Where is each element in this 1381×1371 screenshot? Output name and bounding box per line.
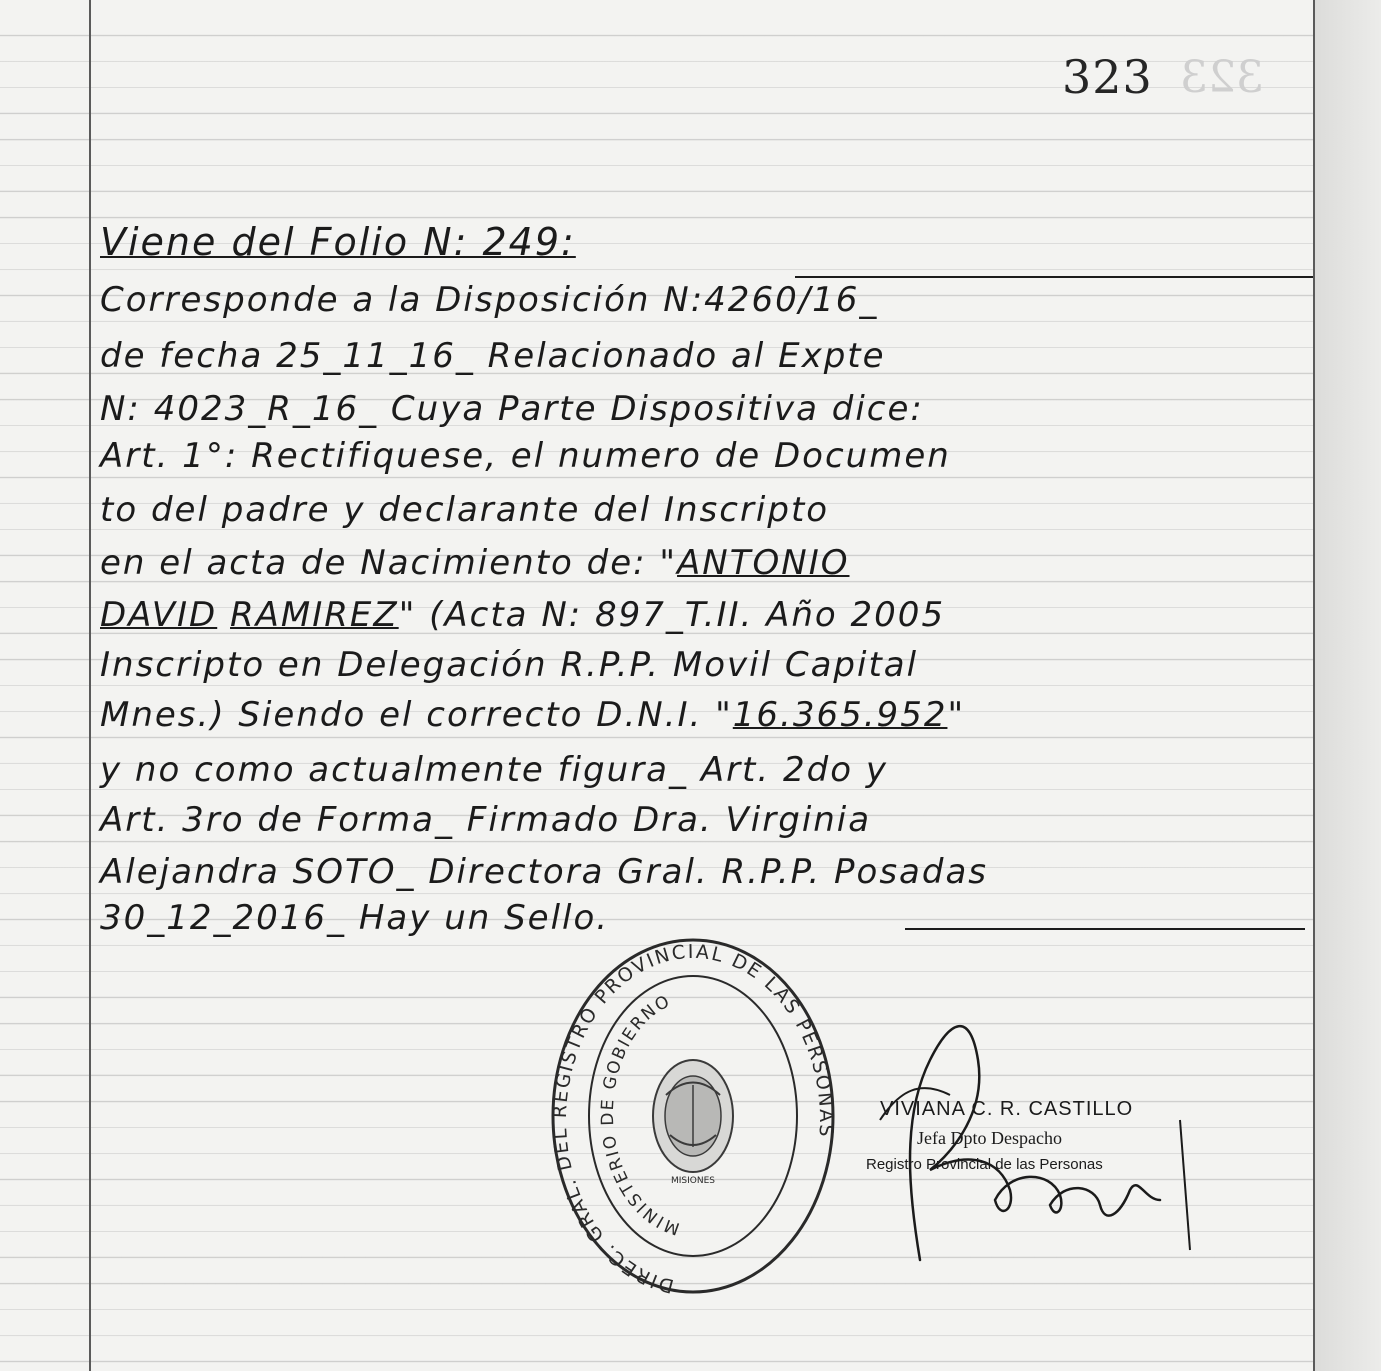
entry-line-with-name (100, 595, 945, 635)
acta-reference: " (Acta N: 897_T.II. Año 2005 (398, 595, 946, 635)
official-seal-stamp (548, 935, 838, 1297)
registrant-surname: RAMIREZ (230, 595, 399, 635)
closing-fill-line (905, 928, 1305, 930)
entry-line: y no como actualmente figura_ Art. 2do y (100, 750, 888, 790)
folio-number: 323 (1062, 50, 1153, 104)
binding-edge (1315, 0, 1381, 1371)
entry-heading: Viene del Folio N: 249: (100, 220, 576, 264)
dni-close-quote: " (947, 695, 966, 735)
seal-inner-text: MINISTERIO DE GOBIERNO (597, 991, 683, 1239)
entry-line: Alejandra SOTO_ Directora Gral. R.P.P. Posadas (100, 852, 989, 892)
entry-line: Art. 1°: Rectifiquese, el numero de Documen (100, 436, 951, 476)
entry-line: to del padre y declarante del Inscripto (100, 490, 830, 530)
entry-line: Art. 3ro de Forma_ Firmado Dra. Virginia (100, 800, 872, 840)
left-margin-rule (89, 0, 91, 1371)
bleed-through-folio-number: 323 (1180, 52, 1264, 103)
registrant-first-name: ANTONIO (677, 543, 850, 583)
official-name: VIVIANA C. R. CASTILLO (880, 1098, 1134, 1120)
correct-dni: 16.365.952 (732, 695, 948, 735)
entry-line-text: en el acta de Nacimiento de: " (100, 543, 678, 583)
coat-of-arms-icon (653, 1060, 733, 1172)
registrant-middle-name: DAVID (100, 595, 218, 635)
seal-outer-text: DIREC. GRAL. DEL REGISTRO PROVINCIAL DE LAS PERSONAS (548, 940, 838, 1297)
official-office: Registro Provincial de las Personas (866, 1156, 1103, 1173)
entry-line: Inscripto en Delegación R.P.P. Movil Capital (100, 645, 919, 685)
right-margin-rule (1313, 0, 1315, 1371)
entry-line-with-dni (100, 695, 965, 735)
entry-line: N: 4023_R_16_ Cuya Parte Dispositiva dice: (100, 389, 924, 429)
official-title: Jefa Dpto Despacho (917, 1128, 1062, 1148)
seal-center-label: MISIONES (670, 1176, 716, 1186)
entry-line-with-name (100, 543, 850, 583)
entry-line-text: Mnes.) Siendo el correcto D.N.I. " (100, 695, 733, 735)
entry-line: Corresponde a la Disposición N:4260/16_ (100, 280, 879, 320)
entry-line: 30_12_2016_ Hay un Sello. (100, 898, 610, 938)
entry-line: de fecha 25_11_16_ Relacionado al Expte (100, 336, 886, 376)
heading-fill-line (795, 276, 1313, 278)
